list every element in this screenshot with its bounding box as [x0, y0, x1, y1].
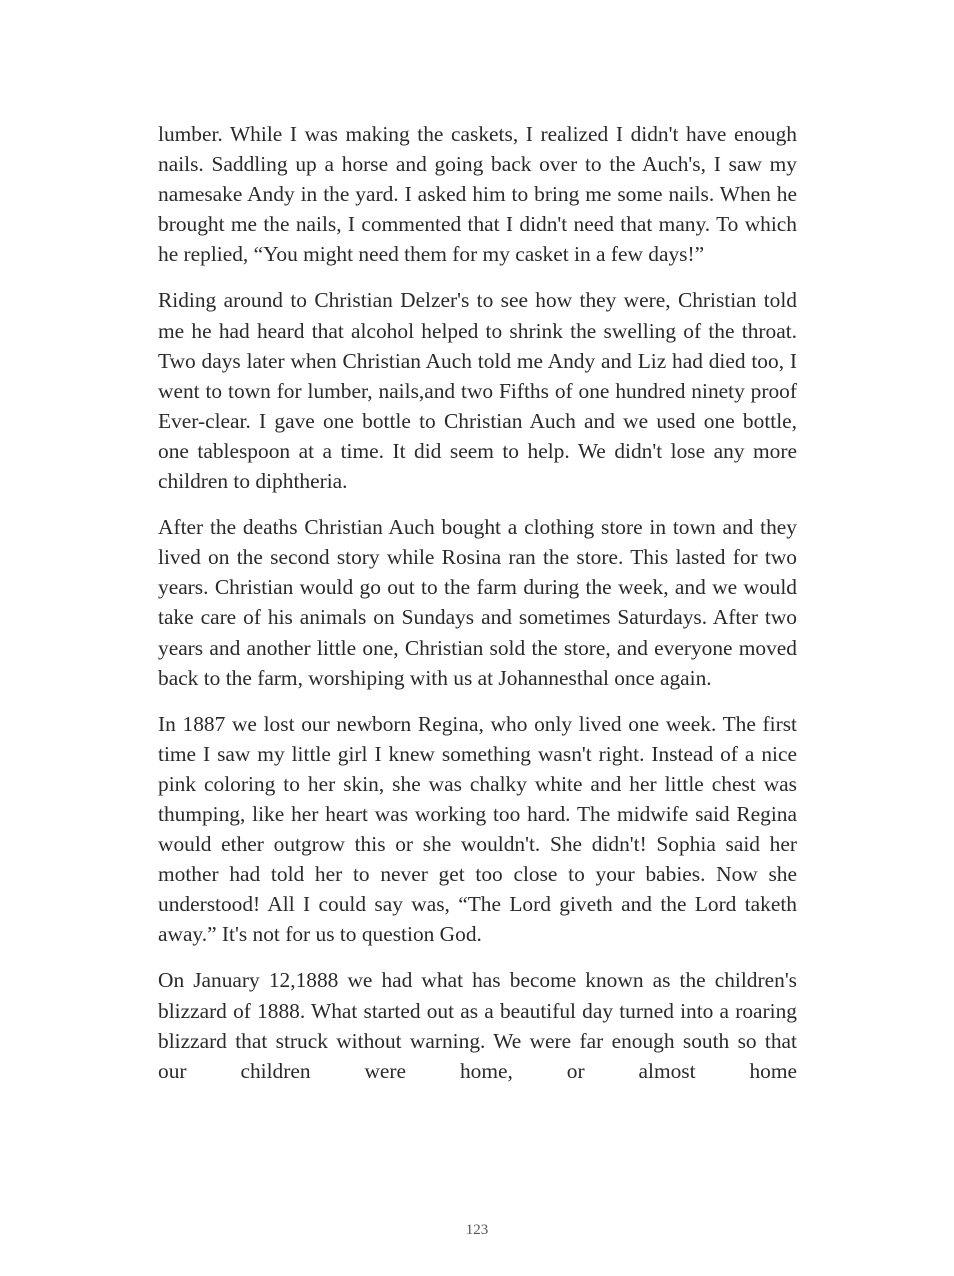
- paragraph-4: In 1887 we lost our newborn Regina, who only lived one week. The first time I saw my little girl I knew something wasn't right. Instead of a nice pink coloring to her skin, she was chalky white and her little chest was thumping, like her heart was working too hard. The midwife said Regina would ether outgrow this or she wouldn't. She didn't! Sophia said her mother had told her to never get too close to your babies. Now she understood! All I could say was, “The Lord giveth and the Lord taketh away.” It's not for us to question God.: [158, 711, 797, 947]
- body-text: [158, 119, 797, 1102]
- paragraph-1: lumber. While I was making the caskets, I realized I didn't have enough nails. Saddling up a horse and going back over to the Auch's, I saw my namesake Andy in the yard. I asked him to bring me some nails. When he brought me the nails, I commented that I didn't need that many. To which he replied, “You might need them for my casket in a few days!”: [158, 122, 797, 267]
- page-number: 123: [465, 1222, 489, 1238]
- paragraph-2: Riding around to Christian Delzer's to see how they were, Christian told me he had heard that alcohol helped to shrink the swelling of the throat. Two days later when Christian Auch told me Andy and Liz had died too, I went to town for lumber, nails,and two Fifths of one hundred ninety proof Ever-clear. I gave one bottle to Christian Auch and we used one bottle, one tablespoon at a time. It did seem to help. We didn't lose any more children to diphtheria.: [158, 288, 797, 494]
- paragraph-5: On January 12,1888 we had what has become known as the children's blizzard of 1888. What started out as a beautiful day turned into a roaring blizzard that struck without warning. We were far enough south so that our children were home, or almost home: [158, 968, 797, 1083]
- paragraph-3: After the deaths Christian Auch bought a clothing store in town and they lived on the second story while Rosina ran the store. This lasted for two years. Christian would go out to the farm during the week, and we would take care of his animals on Sundays and sometimes Saturdays. After two years and another little one, Christian sold the store, and everyone moved back to the farm, worshiping with us at Johannesthal once again.: [158, 515, 797, 690]
